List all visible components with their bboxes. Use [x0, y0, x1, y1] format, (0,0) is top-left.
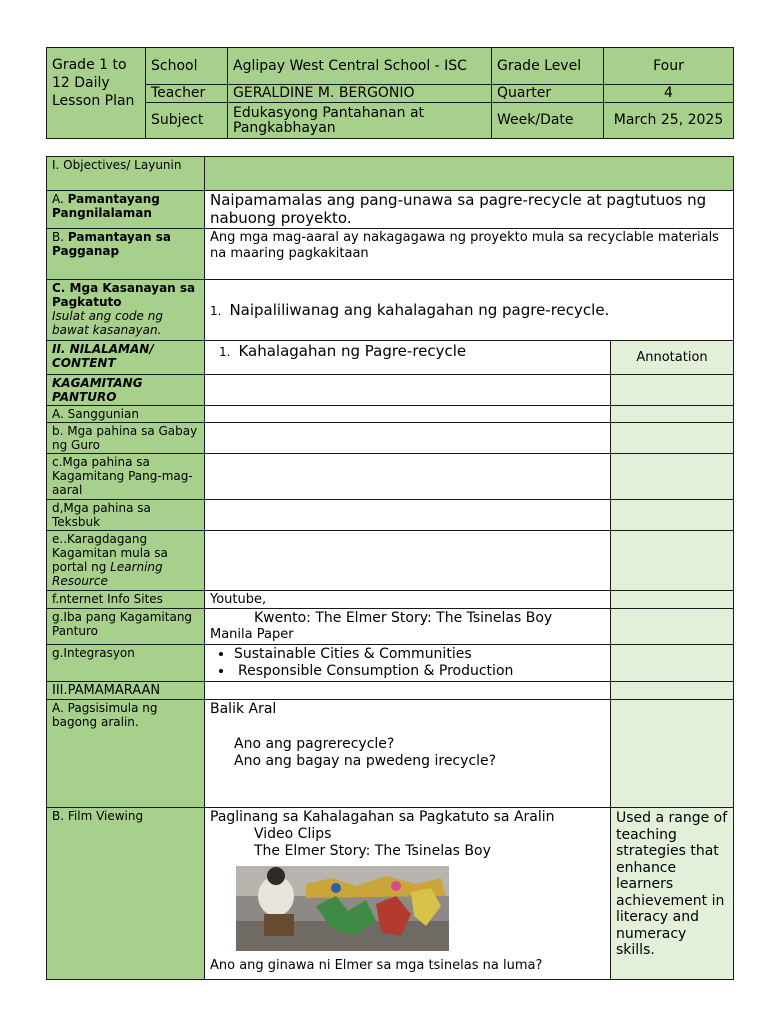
- sanggunian-value: [205, 406, 611, 423]
- learner-materials-pages-value: [205, 454, 611, 500]
- week-date-label: Week/Date: [492, 103, 604, 139]
- quarter-label: Quarter: [492, 85, 604, 103]
- dlp-title: Grade 1 to 12 Daily Lesson Plan: [52, 57, 135, 109]
- header-table: [46, 47, 734, 139]
- performance-standard-text: Ang mga mag-aaral ay nakagagawa ng proyekto mula sa recyclable materials na maaring pagkakitaan: [205, 229, 734, 280]
- learner-materials-pages-label: c.Mga pahina sa Kagamitang Pang-mag-aaral: [47, 454, 205, 500]
- list-item: • Sustainable Cities & Communities: [234, 646, 605, 663]
- competency-code-note: Isulat ang code ng bawat kasanayan.: [52, 309, 163, 337]
- film-viewing-value: [205, 808, 611, 980]
- internet-sites-label: f.nternet Info Sites: [47, 591, 205, 609]
- learning-competencies-label: C. Mga Kasanayan sa Pagkatuto Isulat ang code ng bawat kasanayan.: [47, 280, 205, 341]
- materials-label: KAGAMITANG PANTURO: [47, 375, 205, 406]
- integration-annotation: [611, 645, 734, 682]
- school-label: School: [146, 48, 228, 85]
- performance-standard-label: B. Pamantayan sa Pagganap: [47, 229, 205, 280]
- teacher-label: Teacher: [146, 85, 228, 103]
- materials-value: [205, 375, 611, 406]
- learning-competency-text: 1. Naipaliliwanag ang kahalagahan ng pagre-recycle.: [205, 280, 734, 341]
- lesson-plan-table: [46, 156, 734, 980]
- lesson-start-value: [205, 700, 611, 808]
- content-standard-label: A. Pamantayang Pangnilalaman: [47, 191, 205, 229]
- film-line-3: The Elmer Story: The Tsinelas Boy: [254, 843, 491, 859]
- grade-level-label: Grade Level: [492, 48, 604, 85]
- lesson-start-annotation: [611, 700, 734, 808]
- learner-materials-annotation: [611, 454, 734, 500]
- internet-sites-value: Youtube,: [205, 591, 611, 609]
- textbook-pages-label: d,Mga pahina sa Teksbuk: [47, 500, 205, 531]
- other-materials-value: Kwento: The Elmer Story: The Tsinelas Boy Manila Paper: [205, 609, 611, 645]
- film-viewing-label: B. Film Viewing: [47, 808, 205, 980]
- quarter-value: 4: [604, 85, 734, 103]
- film-question: Ano ang ginawa ni Elmer sa mga tsinelas na luma?: [210, 958, 543, 973]
- dlp-title-cell: [47, 48, 146, 139]
- review-heading: Balik Aral: [210, 701, 277, 717]
- materials-annotation: [611, 375, 734, 406]
- subject-label: Subject: [146, 103, 228, 139]
- additional-materials-label: e..Karagdagang Kagamitan mula sa portal ng Learning Resource: [47, 531, 205, 591]
- other-materials-label: g.Iba pang Kagamitang Panturo: [47, 609, 205, 645]
- integration-value: [205, 645, 611, 682]
- objectives-header-fill: [205, 157, 734, 191]
- lesson-start-label: A. Pagsisimula ng bagong aralin.: [47, 700, 205, 808]
- review-question-2: Ano ang bagay na pwedeng irecycle?: [234, 753, 497, 769]
- film-line-1: Paglinang sa Kahalagahan sa Pagkatuto sa Aralin: [210, 809, 555, 825]
- objectives-label: I. Objectives/ Layunin: [47, 157, 205, 191]
- textbook-pages-value: [205, 500, 611, 531]
- integration-list: [210, 646, 605, 680]
- content-text: 1. Kahalagahan ng Pagre-recycle: [205, 341, 611, 375]
- teacher-guide-pages-value: [205, 423, 611, 454]
- procedures-annotation: [611, 682, 734, 700]
- annotation-header: Annotation: [611, 341, 734, 375]
- sanggunian-annotation: [611, 406, 734, 423]
- recycled-toys-photo: [236, 866, 449, 951]
- school-value: Aglipay West Central School - ISC: [228, 48, 492, 85]
- subject-value: Edukasyong Pantahanan at Pangkabhayan: [228, 103, 492, 139]
- film-viewing-annotation: Used a range of teaching strategies that enhance learners achievement in literacy and numeracy skills.: [611, 808, 734, 980]
- procedures-value: [205, 682, 611, 700]
- teacher-guide-pages-label: b. Mga pahina sa Gabay ng Guro: [47, 423, 205, 454]
- additional-materials-annotation: [611, 531, 734, 591]
- sanggunian-label: A. Sanggunian: [47, 406, 205, 423]
- week-date-value: March 25, 2025: [604, 103, 734, 139]
- teacher-value: GERALDINE M. BERGONIO: [228, 85, 492, 103]
- teacher-guide-annotation: [611, 423, 734, 454]
- internet-sites-annotation: [611, 591, 734, 609]
- procedures-label: III.PAMAMARAAN: [47, 682, 205, 700]
- content-label: II. NILALAMAN/ CONTENT: [47, 341, 205, 375]
- integration-label: g.Integrasyon: [47, 645, 205, 682]
- content-standard-text: Naipamamalas ang pang-unawa sa pagre-recycle at pagtutuos ng nabuong proyekto.: [205, 191, 734, 229]
- list-item: • Responsible Consumption & Production: [234, 663, 605, 680]
- grade-level-value: Four: [604, 48, 734, 85]
- film-line-2: Video Clips: [254, 826, 332, 842]
- additional-materials-value: [205, 531, 611, 591]
- textbook-annotation: [611, 500, 734, 531]
- review-question-1: Ano ang pagrerecycle?: [234, 736, 395, 752]
- other-materials-annotation: [611, 609, 734, 645]
